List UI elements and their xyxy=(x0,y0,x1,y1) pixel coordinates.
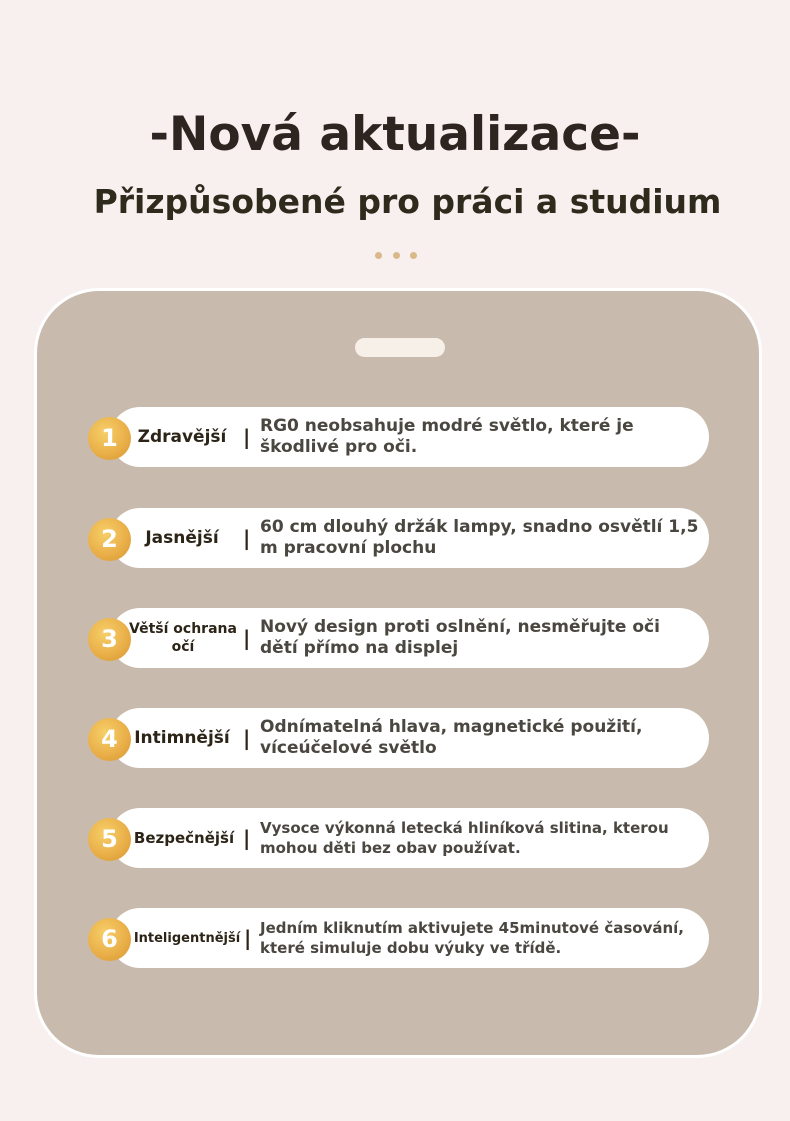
page-title: -Nová aktualizace- xyxy=(149,107,641,162)
feature-number-badge: 1 xyxy=(88,417,131,460)
feature-description: RG0 neobsahuje modré světlo, které je škodlivé pro oči. xyxy=(260,416,634,457)
panel-handle xyxy=(355,338,445,357)
feature-label: Intimnější xyxy=(134,728,230,748)
feature-description: Jedním kliknutím aktivujete 45minutové časování, které simuluje dobu výuky ve třídě. xyxy=(260,919,684,957)
feature-separator: | xyxy=(243,425,251,449)
feature-separator: | xyxy=(243,626,251,650)
dot-icon xyxy=(410,252,417,259)
feature-description: 60 cm dlouhý držák lampy, snadno osvětlí 1,5 m pracovní plochu xyxy=(260,517,699,558)
feature-description: Nový design proti oslnění, nesměřujte oči dětí přímo na displej xyxy=(260,617,660,658)
feature-separator: | xyxy=(243,826,251,850)
decorative-dots xyxy=(375,252,417,260)
feature-description: Vysoce výkonná letecká hliníková slitina, kterou mohou děti bez obav používat. xyxy=(260,819,669,857)
feature-number-badge: 3 xyxy=(88,618,131,661)
dot-icon xyxy=(393,252,400,259)
feature-number-badge: 2 xyxy=(88,518,131,561)
feature-label: Jasnější xyxy=(145,528,219,548)
feature-label: Bezpečnější xyxy=(133,829,235,847)
dot-icon xyxy=(375,252,382,259)
feature-number-badge: 5 xyxy=(88,818,131,861)
page-subtitle: Přizpůsobené pro práci a studium xyxy=(93,182,722,221)
feature-separator: | xyxy=(243,526,251,550)
feature-separator: | xyxy=(244,926,252,950)
feature-number-badge: 4 xyxy=(88,718,131,761)
feature-description: Odnímatelná hlava, magnetické použití, víceúčelové světlo xyxy=(260,717,643,758)
feature-separator: | xyxy=(243,726,251,750)
feature-number-badge: 6 xyxy=(88,918,131,961)
feature-label: Větší ochrana očí xyxy=(129,621,237,655)
feature-label: Inteligentnější xyxy=(133,930,241,946)
feature-label: Zdravější xyxy=(137,427,227,447)
